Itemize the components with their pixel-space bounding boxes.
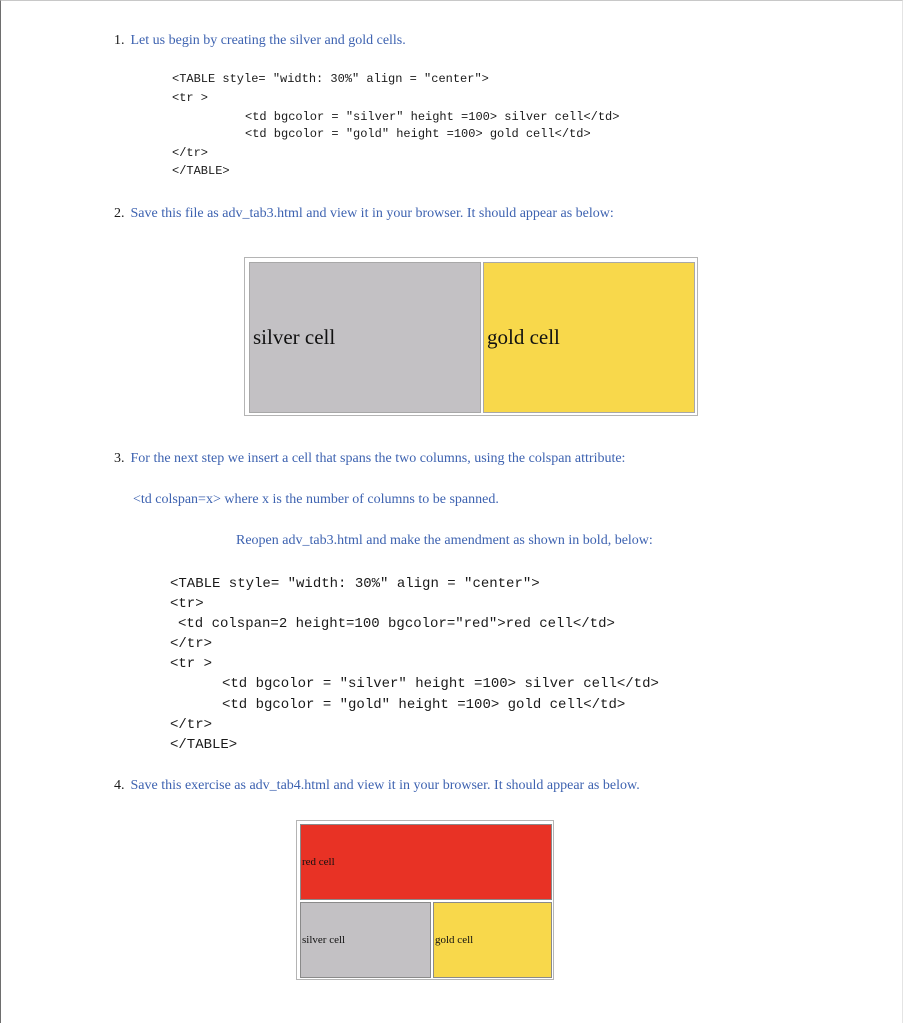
figure-2-red-label: red cell [302,856,335,868]
step-1-number: 1. [114,33,125,48]
step-2-text: Save this file as adv_tab3.html and view it in your browser. It should appear as below: [130,206,614,221]
colspan-note: <td colspan=x> where x is the number of columns to be spanned. [133,492,499,507]
code1-line-4: <td bgcolor = "gold" height =100> gold cell</td> [245,127,591,141]
step-3-number: 3. [114,451,125,466]
step-3-text: For the next step we insert a cell that spans the two columns, using the colspan attribute: [130,451,626,466]
step-1 [114,33,406,49]
code2-line-7: <td bgcolor = "gold" height =100> gold cell</td> [222,697,626,713]
code2-line-1: <TABLE style= "width: 30%" align = "center"> [170,576,540,592]
step-1-text: Let us begin by creating the silver and gold cells. [130,33,406,48]
figure-2-silver-label: silver cell [302,934,346,946]
code2-line-5: <tr > [170,656,213,672]
reopen-note: Reopen adv_tab3.html and make the amendment as shown in bold, below: [236,533,653,548]
code1-line-3: <td bgcolor = "silver" height =100> silver cell</td> [245,110,620,124]
step-4-text: Save this exercise as adv_tab4.html and view it in your browser. It should appear as below. [130,778,640,793]
code2-line-6: <td bgcolor = "silver" height =100> silver cell</td> [222,676,659,692]
code2-line-4: </tr> [170,636,213,652]
code1-line-6: </TABLE> [172,164,230,178]
step-2-number: 2. [114,206,125,221]
figure-1-gold-label: gold cell [487,325,560,349]
step-3 [114,451,625,467]
step-4-number: 4. [114,778,125,793]
figure-2-silver-cell [300,902,431,978]
code1-line-1: <TABLE style= "width: 30%" align = "center"> [172,72,489,86]
code1-line-5: </tr> [172,146,209,160]
figure-2-red-cell [300,824,552,900]
code2-line-2: <tr> [170,596,204,612]
figure-1-table [244,257,698,416]
step-4 [114,778,640,794]
figure-1-silver-cell [249,262,481,413]
figure-1-silver-label: silver cell [253,325,336,349]
code1-line-2: <tr > [172,91,209,105]
figure-2-table [296,820,554,980]
step-2 [114,206,614,222]
figure-1-gold-cell [483,262,695,413]
code2-line-9: </TABLE> [170,737,238,753]
figure-2-gold-label: gold cell [435,934,474,946]
code2-line-3: <td colspan=2 height=100 bgcolor="red">red cell</td> [178,616,615,632]
figure-2-gold-cell [433,902,552,978]
code2-line-8: </tr> [170,717,213,733]
